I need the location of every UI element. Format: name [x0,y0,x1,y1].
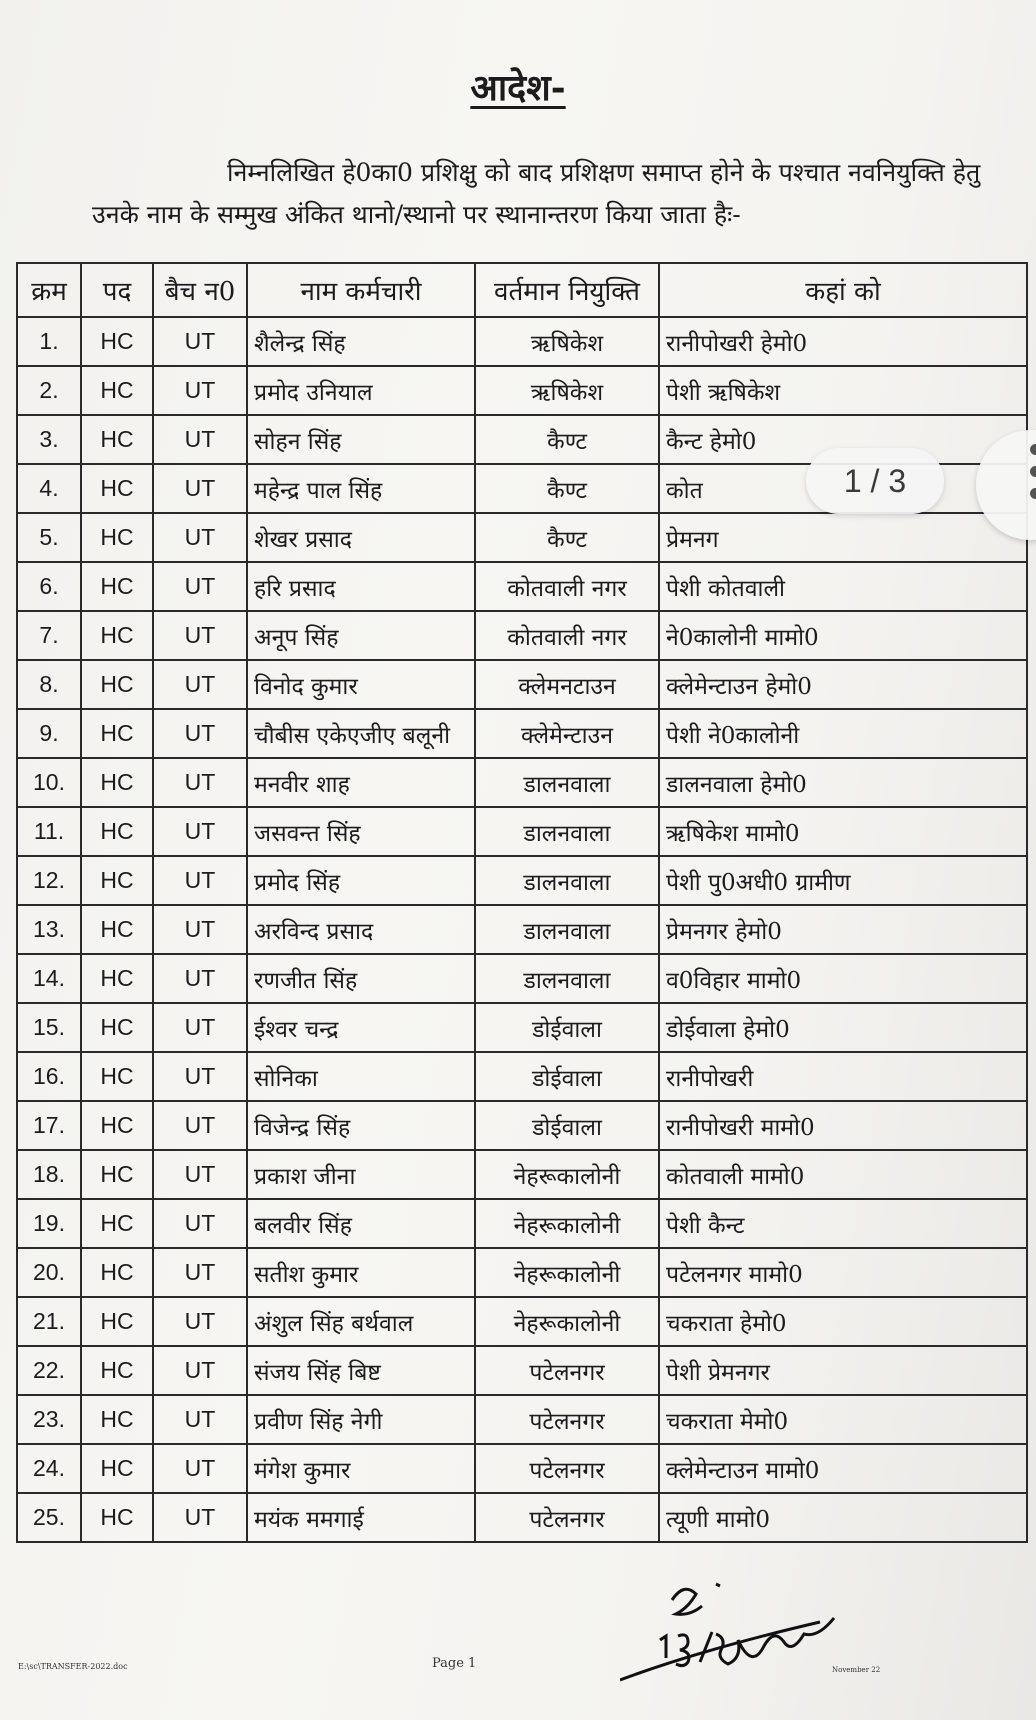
cell-employee-name: मंगेश कुमार [247,1444,475,1493]
cell-post: HC [81,905,153,954]
cell-batch: UT [153,1248,247,1297]
cell-batch: UT [153,1199,247,1248]
table-row [17,366,1027,415]
header-current-posting: वर्तमान नियुक्ति [475,263,659,317]
table-row [17,905,1027,954]
cell-transfer-to: पेशी कोतवाली [659,562,1027,611]
cell-post: HC [81,562,153,611]
cell-employee-name: हरि प्रसाद [247,562,475,611]
cell-employee-name: जसवन्त सिंह [247,807,475,856]
table-row [17,758,1027,807]
cell-post: HC [81,464,153,513]
cell-employee-name: शैलेन्द्र सिंह [247,317,475,366]
cell-batch: UT [153,954,247,1003]
table-row [17,807,1027,856]
table-header-row [17,263,1027,317]
cell-employee-name: सतीश कुमार [247,1248,475,1297]
cell-employee-name: मनवीर शाह [247,758,475,807]
cell-employee-name: प्रमोद उनियाल [247,366,475,415]
cell-post: HC [81,366,153,415]
cell-current-posting: नेहरूकालोनी [475,1150,659,1199]
cell-current-posting: कोतवाली नगर [475,611,659,660]
cell-post: HC [81,758,153,807]
cell-batch: UT [153,366,247,415]
cell-batch: UT [153,1297,247,1346]
cell-serial: 13. [17,905,81,954]
cell-serial: 17. [17,1101,81,1150]
cell-transfer-to: डोईवाला हेमो0 [659,1003,1027,1052]
cell-serial: 20. [17,1248,81,1297]
cell-batch: UT [153,1052,247,1101]
table-row [17,513,1027,562]
cell-post: HC [81,611,153,660]
table-row [17,1346,1027,1395]
cell-transfer-to: पेशी प्रेमनगर [659,1346,1027,1395]
cell-current-posting: पटेलनगर [475,1346,659,1395]
cell-serial: 10. [17,758,81,807]
cell-current-posting: डालनवाला [475,954,659,1003]
cell-employee-name: प्रमोद सिंह [247,856,475,905]
cell-batch: UT [153,1003,247,1052]
cell-serial: 9. [17,709,81,758]
cell-transfer-to: पेशी कैन्ट [659,1199,1027,1248]
cell-employee-name: चौबीस एकेएजीए बलूनी [247,709,475,758]
cell-transfer-to: रानीपोखरी [659,1052,1027,1101]
cell-current-posting: पटेलनगर [475,1395,659,1444]
cell-serial: 8. [17,660,81,709]
cell-batch: UT [153,415,247,464]
cell-serial: 18. [17,1150,81,1199]
cell-transfer-to: व0विहार मामो0 [659,954,1027,1003]
footer-page-number: Page 1 [432,1656,477,1671]
cell-transfer-to: प्रेमनगर हेमो0 [659,905,1027,954]
cell-transfer-to: चकराता हेमो0 [659,1297,1027,1346]
header-post: पद [81,263,153,317]
cell-batch: UT [153,1493,247,1542]
header-employee-name: नाम कर्मचारी [247,263,475,317]
table-row [17,1003,1027,1052]
cell-post: HC [81,1248,153,1297]
cell-current-posting: क्लेमनटाउन [475,660,659,709]
table-row [17,1199,1027,1248]
cell-transfer-to: कोतवाली मामो0 [659,1150,1027,1199]
cell-batch: UT [153,758,247,807]
table-row [17,1493,1027,1542]
cell-current-posting: कोतवाली नगर [475,562,659,611]
cell-post: HC [81,856,153,905]
cell-transfer-to: ने0कालोनी मामो0 [659,611,1027,660]
cell-current-posting: डालनवाला [475,905,659,954]
cell-employee-name: अंशुल सिंह बर्थवाल [247,1297,475,1346]
header-transfer-to: कहां को [659,263,1027,317]
cell-transfer-to: पेशी ने0कालोनी [659,709,1027,758]
cell-current-posting: डालनवाला [475,856,659,905]
cell-current-posting: कैण्ट [475,415,659,464]
cell-post: HC [81,1101,153,1150]
cell-post: HC [81,317,153,366]
cell-current-posting: पटेलनगर [475,1444,659,1493]
cell-serial: 12. [17,856,81,905]
cell-serial: 5. [17,513,81,562]
cell-current-posting: कैण्ट [475,513,659,562]
order-title: आदेश- [470,67,566,109]
cell-transfer-to: रानीपोखरी मामो0 [659,1101,1027,1150]
cell-employee-name: ईश्वर चन्द्र [247,1003,475,1052]
cell-batch: UT [153,464,247,513]
cell-transfer-to: पटेलनगर मामो0 [659,1248,1027,1297]
cell-serial: 6. [17,562,81,611]
cell-current-posting: पटेलनगर [475,1493,659,1542]
cell-employee-name: प्रकाश जीना [247,1150,475,1199]
cell-post: HC [81,1003,153,1052]
cell-batch: UT [153,513,247,562]
cell-serial: 25. [17,1493,81,1542]
cell-employee-name: सोनिका [247,1052,475,1101]
cell-current-posting: नेहरूकालोनी [475,1248,659,1297]
cell-post: HC [81,513,153,562]
cell-serial: 14. [17,954,81,1003]
cell-employee-name: संजय सिंह बिष्ट [247,1346,475,1395]
cell-current-posting: डोईवाला [475,1052,659,1101]
table-row [17,611,1027,660]
cell-post: HC [81,1199,153,1248]
cell-transfer-to: कैन्ट हेमो0 [659,415,1027,464]
table-row [17,1101,1027,1150]
cell-current-posting: नेहरूकालोनी [475,1199,659,1248]
cell-post: HC [81,1444,153,1493]
cell-post: HC [81,415,153,464]
cell-serial: 21. [17,1297,81,1346]
cell-employee-name: मयंक ममगाई [247,1493,475,1542]
cell-employee-name: अरविन्द प्रसाद [247,905,475,954]
cell-post: HC [81,660,153,709]
cell-transfer-to: क्लेमेन्टाउन मामो0 [659,1444,1027,1493]
cell-batch: UT [153,1150,247,1199]
order-intro-paragraph: निम्नलिखित हे0का0 प्रशिक्षु को बाद प्रशिक्षण समाप्त होने के पश्चात नवनियुक्ति हेतु उनके नाम के सम्मुख अंकित थानो/स्थानो पर स्थानान्तरण किया जाता हैः- [92,158,981,229]
cell-transfer-to: पेशी पु0अधी0 ग्रामीण [659,856,1027,905]
cell-batch: UT [153,856,247,905]
cell-batch: UT [153,660,247,709]
cell-current-posting: नेहरूकालोनी [475,1297,659,1346]
cell-serial: 15. [17,1003,81,1052]
cell-employee-name: शेखर प्रसाद [247,513,475,562]
cell-employee-name: विनोद कुमार [247,660,475,709]
table-row [17,709,1027,758]
cell-employee-name: बलवीर सिंह [247,1199,475,1248]
cell-post: HC [81,709,153,758]
cell-serial: 11. [17,807,81,856]
cell-batch: UT [153,1444,247,1493]
cell-transfer-to: प्रेमनग [659,513,1027,562]
cell-employee-name: रणजीत सिंह [247,954,475,1003]
cell-batch: UT [153,905,247,954]
table-row [17,1052,1027,1101]
cell-post: HC [81,1150,153,1199]
cell-serial: 7. [17,611,81,660]
footer-date-note: November 22 [832,1666,881,1674]
cell-current-posting: क्लेमेन्टाउन [475,709,659,758]
table-row [17,1248,1027,1297]
cell-current-posting: कैण्ट [475,464,659,513]
cell-serial: 4. [17,464,81,513]
cell-serial: 19. [17,1199,81,1248]
cell-current-posting: डोईवाला [475,1101,659,1150]
cell-batch: UT [153,611,247,660]
cell-serial: 2. [17,366,81,415]
cell-serial: 16. [17,1052,81,1101]
cell-batch: UT [153,1101,247,1150]
cell-post: HC [81,1346,153,1395]
header-batch: बैच न0 [153,263,247,317]
cell-current-posting: डोईवाला [475,1003,659,1052]
table-row [17,562,1027,611]
cell-batch: UT [153,317,247,366]
cell-serial: 1. [17,317,81,366]
page-indicator[interactable]: 1 / 3 [806,448,944,514]
cell-post: HC [81,1052,153,1101]
cell-transfer-to: चकराता मेमो0 [659,1395,1027,1444]
cell-batch: UT [153,562,247,611]
cell-post: HC [81,954,153,1003]
cell-current-posting: डालनवाला [475,807,659,856]
cell-serial: 23. [17,1395,81,1444]
cell-transfer-to: कोत [659,464,1027,513]
table-row [17,317,1027,366]
table-row [17,1150,1027,1199]
cell-transfer-to: क्लेमेन्टाउन हेमो0 [659,660,1027,709]
cell-employee-name: प्रवीण सिंह नेगी [247,1395,475,1444]
cell-post: HC [81,1297,153,1346]
cell-transfer-to: ऋषिकेश मामो0 [659,807,1027,856]
cell-current-posting: ऋषिकेश [475,317,659,366]
cell-employee-name: महेन्द्र पाल सिंह [247,464,475,513]
cell-post: HC [81,1493,153,1542]
cell-transfer-to: त्यूणी मामो0 [659,1493,1027,1542]
cell-serial: 22. [17,1346,81,1395]
cell-batch: UT [153,807,247,856]
cell-serial: 24. [17,1444,81,1493]
cell-employee-name: अनूप सिंह [247,611,475,660]
table-row [17,1395,1027,1444]
cell-batch: UT [153,1395,247,1444]
table-row [17,660,1027,709]
cell-current-posting: डालनवाला [475,758,659,807]
footer-file-path: E:\sc\TRANSFER-2022.doc [18,1662,128,1671]
cell-transfer-to: डालनवाला हेमो0 [659,758,1027,807]
table-row [17,1444,1027,1493]
cell-batch: UT [153,709,247,758]
cell-post: HC [81,1395,153,1444]
table-row [17,1297,1027,1346]
header-serial: क्रम [17,263,81,317]
cell-transfer-to: रानीपोखरी हेमो0 [659,317,1027,366]
table-row [17,856,1027,905]
cell-employee-name: विजेन्द्र सिंह [247,1101,475,1150]
cell-transfer-to: पेशी ऋषिकेश [659,366,1027,415]
cell-current-posting: ऋषिकेश [475,366,659,415]
table-row [17,954,1027,1003]
cell-batch: UT [153,1346,247,1395]
cell-serial: 3. [17,415,81,464]
cell-post: HC [81,807,153,856]
cell-employee-name: सोहन सिंह [247,415,475,464]
